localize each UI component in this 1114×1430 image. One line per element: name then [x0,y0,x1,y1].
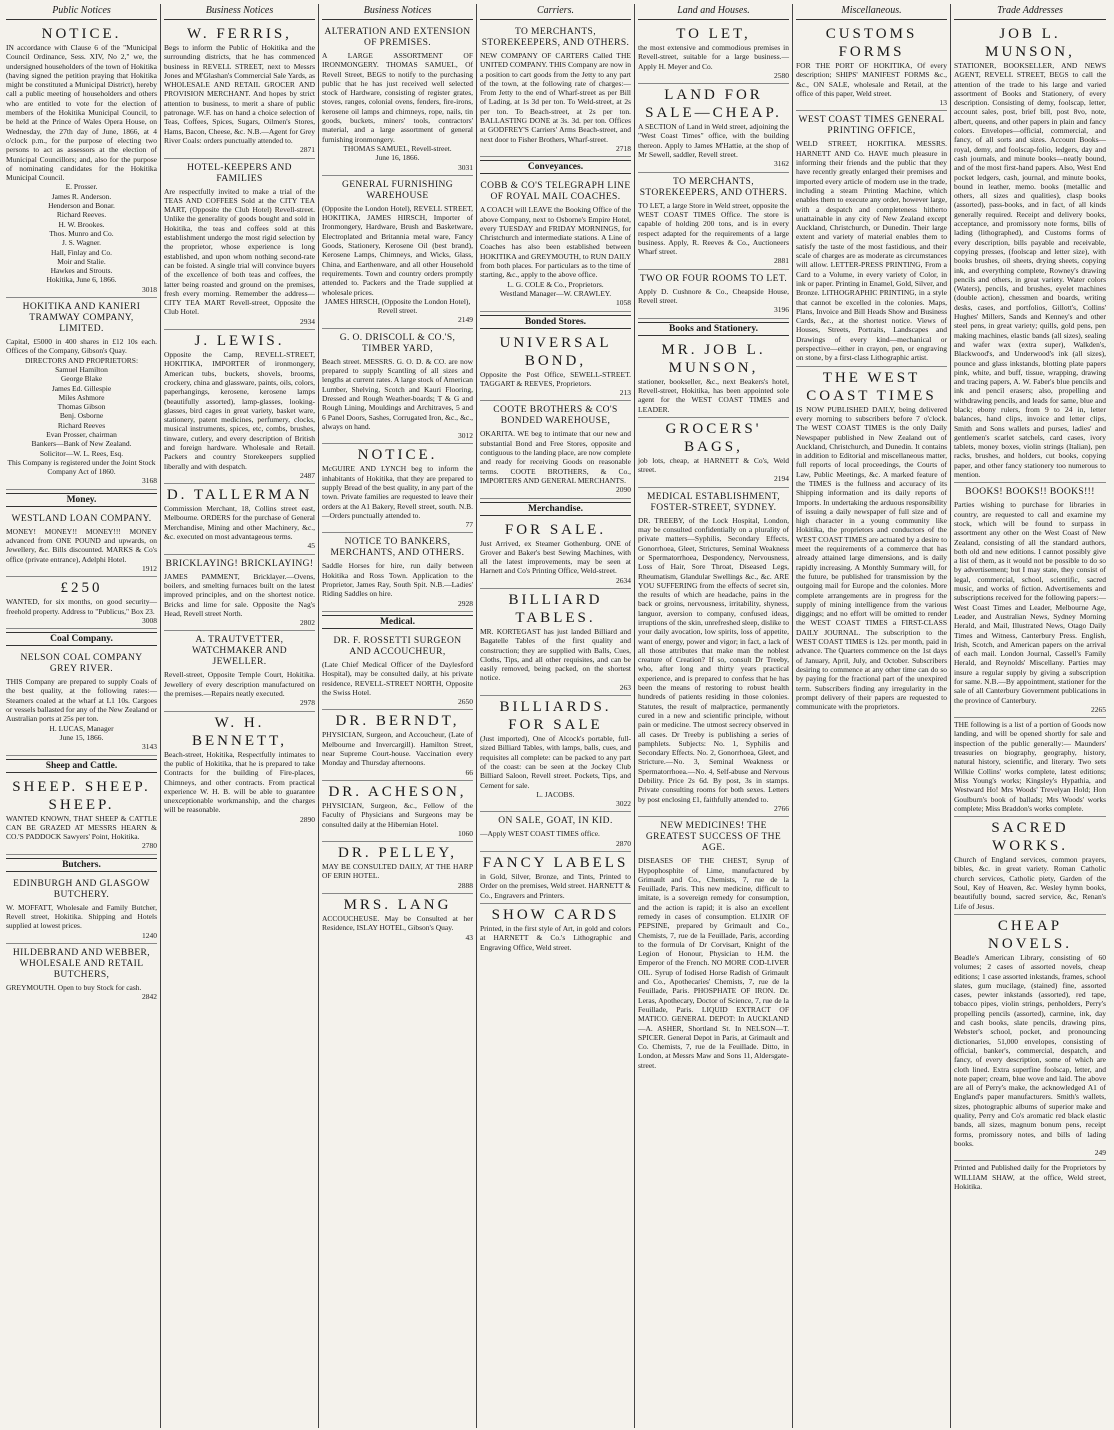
ad-reference-number: 43 [465,932,473,942]
advertisement [480,904,631,955]
ad-reference-number: 13 [939,98,947,108]
advertisement [322,842,473,894]
ad-line: L. JACOBS. [536,789,575,799]
ad-line: June 15, 1866. [59,732,104,742]
ad-reference-number: 263 [619,682,631,692]
column-2 [161,4,319,1428]
advertisement [954,718,1106,817]
ad-reference-number: 2650 [458,697,473,707]
ad-heading: A. TRAUTVETTER, WATCHMAKER AND JEWELLER. [191,635,288,668]
ad-heading: TO MERCHANTS, STOREKEEPERS, AND OTHERS. [481,27,630,48]
ad-body: TO LET, a large Store in Weld street, opposite the WEST COAST TIMES Office. The store is capable of holding 200 tons, and is in every respect adapted for the requirements of a large business. Apply, R. Reeves & Co., Auctioneers Wharf street. [638,200,789,257]
ad-heading: SHEEP. SHEEP. SHEEP. [12,778,151,813]
section-heading: Sheep and Cattle. [6,759,157,773]
ad-reference-number: 2978 [300,698,315,708]
ad-reference-number: 3008 [142,615,157,625]
ad-line: June 16, 1866. [375,153,420,163]
ad-heading: SACRED WORKS. [991,820,1069,855]
ad-reference-number: 213 [619,388,631,398]
advertisement [164,712,315,827]
ad-reference-number: 3022 [616,799,631,809]
ad-heading: ALTERATION AND EXTENSION OF PREMISES. [324,27,471,48]
ad-reference-number: 3168 [142,476,157,486]
ad-reference-number: 1240 [142,930,157,940]
ad-body: WELD STREET, HOKITIKA. MESSRS. HARNETT AND Co. HAVE much pleasure in informing their friends and the public that they have recently greatly enlarged their premises and imported every article of modern use in the trade, including a steam Printing Machine, which enables them to execute any order, however large, with a despatch and completeness hitherto unattainable in any city of New Zealand except Auckland, Christchurch, or Dunedin. Their large extent and variety of material enables them to satisfy the taste of the most fastidious, and their scale of charges are as moderate as circumstances will allow. LETTER-PRESS PRINTING, From a Card to a Volume, in every variety of Color, in ink or paper. Printing in Enamel, Gold, Silver, and Bronze. LITHOGRAPHIC PRINTING, in a style that cannot be excelled in the colonies. Maps, Plans, Invoice and Bill Heads Show and Business Cards, &c., at the shortest notice. Views of Houses, Streets, Portraits, Landscapes and Drawings of every kind—mechanical or perspective—either in crayon, pen, or engraving on stone, by a first-class Lithographic artist. [796,139,947,363]
ad-line: Bankers—Bank of New Zealand. [31,439,132,449]
ad-line: L. G. COLE & Co., Proprietors. [507,279,604,289]
advertisement [164,484,315,554]
ad-heading: G. O. DRISCOLL & CO.'S, TIMBER YARD, [339,332,456,354]
advertisement [954,483,1106,718]
ad-body: Begs to inform the Public of Hokitika and the surrounding districts, that he has commenced business in REVELL STREET, next to Messrs Jones and M'Glashan's Commercial Sale Yards, as WHOLESALE AND RETAIL GROCER AND PROVISION MERCHANT. And hopes by strict attention to business, to merit a share of public patronage. W.F. has on hand a choice selection of Teas, Coffees, Spices, Sugars, Oilmen's Stores, Hams, Bacon, Cheese, &c. N.B.—Agent for Grey River Coals: orders punctually attended to. [164,43,315,145]
ad-line: THOMAS SAMUEL, Revell-street. [343,143,452,153]
ad-heading: BRICKLAYING! BRICKLAYING! [165,558,314,569]
ad-heading: CUSTOMS FORMS [825,26,918,60]
ad-line: Samuel Hamilton [55,364,108,374]
ad-line: H. LUCAS, Manager [49,723,114,733]
advertisement [480,812,631,852]
ad-reference-number: 3196 [774,305,789,315]
ad-reference-number: 2934 [300,316,315,326]
advertisement [164,555,315,632]
ad-body: MAY BE CONSULTED DAILY, AT THE HARP OF ERIN HOTEL. [322,862,473,881]
advertisement [164,330,315,484]
ad-heading: DR. BERNDT, [335,713,460,730]
advertisement [480,589,631,696]
section-heading: Coal Company. [6,632,157,646]
advertisement [322,329,473,445]
ad-body: (Late Chief Medical Officer of the Daylesford Hospital), may be consulted daily, at his private residence, REVELL-STREET NORTH, Opposite the Swiss Hotel. [322,659,473,697]
advertisement [638,23,789,84]
ad-body: Parties wishing to purchase for libraries in country, are requested to call and examine my stock, which will be found to surpass in assortment any other on the West Coast of New Zealand, consisting of all the standard authors, both old and new editions. I cannot possibly give a list of them, as it would not be possible to do so by advertisement; but I may state, they consist of legal, commercial, school, scientific, sacred music, and works of fiction. Advertisements and subscriptions received for the following papers:— West Coast Times and Leader, Melbourne Age, Leader, and Australian News, Sydney Morning Herald, and Mail, Illustrated News, Otago Daily Times and Witness, Canterbury Press. English, Irish, Scotch, and American papers on the arrival of each mail. London Journal, Cassell's Family Herald, and Reynolds' Miscellany. Parties may insure a regular supply by giving a subscription for same. N.B.—By appointment, stationer for the sale of all Canterbury Government publications in the province of Canterbury. [954,500,1106,705]
advertisement [954,915,1106,1162]
ad-body: Just Arrived, ex Steamer Gothenburg. ONE of Grover and Baker's best Sewing Machines, with all the latest improvements, may be seen at Harnett and Co's Printing Office, Weld-street. [480,538,631,576]
ad-heading: NELSON COAL COMPANY GREY RIVER. [20,653,143,675]
ad-heading: NEW MEDICINES! THE GREATEST SUCCESS OF THE AGE. [645,821,782,854]
ad-heading: DR. PELLEY, [338,845,457,862]
ad-heading: D. TALLERMAN [166,487,313,504]
ad-body: OKARITA. WE beg to intimate that our new and substantial Bond and Free Stores, opposite and contiguous to the landing place, are now complete and ready for receiving Goods on reasonable terms. COOTE BROTHERS, & Co., IMPORTERS AND GENERAL MERCHANTS. [480,429,631,485]
ad-body: IS NOW PUBLISHED DAILY, being delivered every morning to subscribers before 7 o'clock. The WEST COAST TIMES is the only Daily Newspaper published in New Zealand out of Auckland, Christchurch, and Dunedin. It contains in addition to Editorial and miscellaneous matter, full reports of local proceedings, the Courts of Law, Public Meetings, &c. A marked feature of the TIMES is the fullness and accuracy of its Shipping information and its daily reports of Imports. In undertaking the arduous responsibility of issuing a daily newspaper of full size and of high character in a young community like Hokitika, the proprietors and conductors of the WEST COAST TIMES are actuated by a desire to meet the requirements of a commerce that has already attained large dimensions, and is daily rapidly increasing. A Monthly Summary will, for the future, be published for transmission by the outgoing mail for Europe and the colonies. More complete arrangements are in progress for the supply of mining intelligence from the various diggings; and no effort will be omitted to render the WEST COAST TIMES a FIRST-CLASS DAILY JOURNAL. The subscription to the WEST COAST TIMES is 12s. per month, paid in advance. The Quarters commence on the 1st days of January, April, July, and October. Subscribers desiring to commence at any other time can do so by paying for the fractional part of the unexpired term. Subscribers finding any irregularity in the prompt delivery of their papers are requested to communicate with the proprietors. [796,404,947,712]
column-header: Miscellaneous. [796,4,947,20]
advertisement [954,817,1106,915]
ad-heading: WEST COAST TIMES GENERAL PRINTING OFFICE, [798,115,945,137]
advertisement [480,23,631,157]
advertisement [322,894,473,945]
ad-body: PHYSICIAN, Surgeon, and Accoucheur, (Late of Melbourne and Invercargill). Hamilton Street, near Supreme Court-house. Vaccination every Monday and Thursday afternoons. [322,730,473,768]
ad-body: FOR THE PORT OF HOKITIKA, Of every description; SHIPS' MANIFEST FORMS &c., &c., ON SALE, wholesale and Retail, at the office of this paper, Weld street. [796,61,947,98]
ad-line: Evan Prosser, chairman [46,429,117,439]
ad-body: Church of England services, common prayers, bibles, &c. in great variety. Roman Catholic church services, Catholic piety, Garden of the Soul, Key of Heaven, &c. Wesley hymn books, beautifully bound, sacred service, &c, Renan's Life of Jesus. [954,855,1106,911]
ad-reference-number: 2265 [1091,704,1106,714]
ad-body: PHYSICIAN, Surgeon, &c., Fellow of the Faculty of Physicians and Surgeons may be consulted daily at the Hibernian Hotel. [322,800,473,829]
ad-heading: BILLIARD TABLES. [508,591,603,626]
ad-line: Solicitor—W. L. Rees, Esq. [39,448,124,458]
advertisement [6,23,157,298]
ad-body: WANTED, for six months, on good security—freehold property. Address to "Publicus," Box 23. [6,597,157,616]
ad-heading: GENERAL FURNISHING WAREHOUSE [341,179,454,201]
column-3 [319,4,477,1428]
ad-heading: FANCY LABELS [482,855,629,872]
ad-body: A LARGE ASSORTMENT OF IRONMONGERY. THOMAS SAMUEL, Of Revell Street, BEGS to notify to the purchasing public that he has just received well selected stock of Hardware, consisting of register grates, stoves, ranges, colonial ovens, fenders, fire-irons, kerosene oil lamps and chimneys, rope, nails, tin goods, buckets, miners' tools, contractors' material, and a large assortment of general furnishing ironmongery. [322,51,473,144]
ad-heading: J. LEWIS. [194,333,285,350]
ad-line: James R. Anderson. [51,191,112,201]
ad-body: THE following is a list of a portion of Goods now landing, and will be opened shortly for sale and inspection of the public generally:— Maunders' treasuries on biography, geography, history, natural history, scientific, and literary. Two sets Wilkie Collins' works complete, latest editions; Miss Young's works; Kingsley's Hypathia, and Westward Ho! Mrs Woods' Trevelyan Hold; Hon Goulburn's book of ballads; Mrs Woods' works complete; Miss Braddon's works complete. [954,720,1106,813]
ad-body: MR. KORTEGAST has just landed Billiard and Bagatelle Tables of the first quality and construction; they are supplied with Balls, Cues, Cloths, Tips, and all other requisites, and can be easily removed, being packed, on the shortest notice. [480,626,631,683]
ad-reference-number: 2487 [300,470,315,480]
ad-heading: MEDICAL ESTABLISHMENT, FOSTER-STREET, SYDNEY. [646,491,781,513]
section-heading: Books and Stationery. [638,322,789,336]
ad-body: Are respectfully invited to make a trial of the TEAS AND COFFEES Sold at the CITY TEA MART, (Opposite the Club Hotel) Revell-street. Unlike the generality of goods bought and sold in Hokitika, the teas and coffees sold at this establishment undergo the most rigid selection by the proprietor, whose experience is long established, and upon whom nothing second-rate can be foisted. A single trial will convince buyers of the excellence of both teas and coffees, the latter being roasted and ground on the premises, fresh every morning. Remember the address— CITY TEA MART Revell-street, Opposite the Club Hotel. [164,186,315,317]
ad-heading: HOTEL-KEEPERS AND FAMILIES [187,162,292,184]
ad-body: Printed, in the first style of Art, in gold and colors at HARNETT & Co.'s Lithographic and Engraving Office, Weld street. [480,923,631,952]
ad-heading: W. H. BENNETT, [192,714,287,749]
ad-body: McGUIRE AND LYNCH beg to inform the inhabitants of Hokitika, that they are prepared to supply Bread of the best quality, in any part of the town. Private families are requested to leave their orders at the A1 Bakery, Revell street, south. N.B.—Orders punctually attended to. [322,464,473,520]
column-1 [3,4,161,1428]
ad-heading: UNIVERSAL BOND, [499,334,612,369]
columns [3,4,1111,1428]
ad-body: (Opposite the London Hotel), REVELL STREET, HOKITIKA, JAMES HIRSCH, Importer of Ironmongery, Hardware, Brush and Basketware, Electroplated and Britannia metal ware, Fancy Goods, Stationery, Kerosene Oil (best brand), Kerosene Lamps, Chimneys, and Wicks, Glass, China, and Earthenware, and all other Household requirements. Town and country orders promptly attended to. Packers and the Trade supplied at wholesale prices. [322,203,473,297]
ad-body: WANTED KNOWN, THAT SHEEP & CATTLE CAN BE GRAZED AT MESSRS HEARN & CO.'S PADDOCK Sawyers' Point, Hokitika. [6,813,157,842]
ad-body: Beach-street, Hokitika, Respectfully intimates to the public of Hokitika, that he is prepared to take Contracts for the building of Fire-places, Chimneys, and other contracts. From practical experience W. H. B. will be able to guarantee unexceptionable workmanship, and the charges will be reasonable. [164,749,315,815]
ad-line: Thomas Gibson [57,402,106,412]
advertisement [638,339,789,418]
ad-reference-number: 3162 [774,159,789,169]
advertisement [480,519,631,589]
ad-body: Saddle Horses for hire, run daily between Hokitika and Ross Town. Application to the Proprietor, James Ray, South Spit. N.B.—Ladies' Riding Saddles on hire. [322,561,473,599]
ad-heading: BOOKS! BOOKS!! BOOKS!!! [965,487,1095,498]
advertisement [638,173,789,270]
ad-line: Hawkes and Strouts. [50,266,113,276]
ad-reference-number: 2871 [300,145,315,155]
section-heading: Money. [6,493,157,507]
ad-body: —Apply WEST COAST TIMES office. [480,829,600,839]
advertisement [480,852,631,904]
ad-body: Printed and Published daily for the Proprietors by WILLIAM SHAW, at the office, Weld street, Hokitika. [954,1163,1106,1192]
ad-body: NEW COMPANY OF CARTERS Called THE UNITED COMPANY. THIS Company are now in a position to cart goods from the Jetty to any part of the town, at the following rate of charges:— From Jetty to the end of Wharf-street as per Bill of Lading, at 1s 3d per ton. To Weld-street, at 2s per ton. To Beach-street, at 2s per ton. BALLASTING DONE at 3s. 3d. per ton. Offices at GODFREY'S Carriers' Arms Beach-street, and next door to Fisher Brothers, Wharf-street. [480,51,631,144]
ad-reference-number: 2802 [300,618,315,628]
column-header: Land and Houses. [638,4,789,20]
ad-heading: TWO OR FOUR ROOMS TO LET. [639,273,788,284]
advertisement [796,111,947,366]
ad-reference-number: 2928 [458,598,473,608]
ad-reference-number: 2580 [774,70,789,80]
ad-body: MONEY! MONEY!! MONEY!!! MONEY advanced from ONE POUND and upwards, on Jewellery, &c. Bills discounted. MARKS & Co's office (private entrance), Adelphi Hotel. [6,526,157,564]
column-5 [635,4,793,1428]
ad-reference-number: 1912 [142,563,157,573]
ad-heading: NOTICE TO BANKERS, MERCHANTS, AND OTHERS. [330,537,465,559]
ad-reference-number: 3018 [142,284,157,294]
column-6 [793,4,951,1428]
ad-heading: FOR SALE. [504,521,607,538]
ad-reference-number: 2870 [616,838,631,848]
ad-body: job lots, cheap, at HARNETT & Co's, Weld street. [638,455,789,475]
ad-body: (Just imported), One of Alcock's portable, full-sized Billiard Tables, with lamps, balls, cues, and requisites all complete: can be packed to any part of the coast: can be seen at the Jockey Club Billiard Saloon, Revell street. Pockets, Tips, and Cement for sale. [480,734,631,790]
ad-body: the most extensive and commodious premises in Revell-street, suitable for a large business.—Apply H. Meyer and Co. [638,43,789,71]
ad-line: Hall, Finlay and Co. [50,247,113,257]
ad-line: Hokitika, June 6, 1866. [46,275,117,285]
advertisement [6,298,157,490]
ad-heading: GROCERS' BAGS, [665,420,762,455]
ad-heading: WESTLAND LOAN COMPANY. [11,513,152,524]
ad-heading: COOTE BROTHERS & CO'S BONDED WAREHOUSE, [493,405,618,427]
advertisement [954,1161,1106,1194]
ad-heading: TO LET, [676,26,751,42]
ad-body: DR. TREEBY, of the Lock Hospital, London, may be consulted confidentially on a plurality of private matters—Syphilis, Secondary Effects, Gonorrhoea, Gleet, Strictures, Seminal Weakness or Spermatorrhoea, Despondency, Nervousness, Loss of Hair, Sore Throat, Diseased Legs, Rheumatism, Glandular Swellings &c., &c. ARE YOU SUFFERING from the effects of secret sin, the results of which are headache, pains in the back or groins, nervousness, irritability, shyness, languor, aversion to company, confused ideas, irruptions of the skin, unrefreshed sleep, dislike to your daily avocation, low spirits, loss of appetite, want of energy, power and vigor; in fact, a lack of all those attributes that make man the noblest creature of Creation? If so, consult Dr Treeby, who, after long and thirty years practical experience, and is prepared to confess that he has been the means of restoring to robust health hundreds of patients residing in those colonies. Statutes, the result of malpractice, permanently cured in a new and scientific principle, without pain or medicine. The utmost secrecy observed in all cases. Dr Treeby is publishing a series of pamphlets. Subjects: No. 1, Syphilis and Secondary Effects. No. 2, Gonorrhoea, Gleet, and Stricture.—No. 3, Seminal Weakness or Spermatorrhoea.—No. 4, Self-abuse and Nervous Debility. Price 2s 6d. By post, 3s in stamps. Private consulting rooms for both sexes. Letters by post enclosing £1, faithfully attended to. [638,515,789,804]
ad-heading: DR. F. ROSSETTI SURGEON AND ACCOUCHEUR, [333,635,462,657]
advertisement [322,23,473,176]
ad-reference-number: 2842 [142,992,157,1002]
ad-body: in Gold, Silver, Bronze, and Tints, Printed to Order on the premises, Weld street. HARNETT & Co., Engravers and Printers. [480,872,631,900]
ad-heading: HILDEBRAND AND WEBBER, WHOLESALE AND RETAIL BUTCHERS, [12,947,151,980]
ad-line: Richard Reeves [57,420,106,430]
ad-heading: MRS. LANG [343,897,452,913]
ad-reference-number: 3143 [142,742,157,752]
ad-reference-number: 2194 [774,474,789,484]
advertisement [6,577,157,629]
advertisement [638,418,789,488]
column-header: Business Notices [164,4,315,20]
ad-reference-number: 2766 [774,803,789,813]
ad-heading: MR. JOB L. MUNSON, [661,341,766,376]
column-header: Business Notices [322,4,473,20]
ad-line: Miles Ashmore [58,392,105,402]
section-heading: Merchandise. [480,502,631,516]
advertisement [480,401,631,498]
ad-reference-number: 2888 [458,880,473,890]
ad-reference-number: 2718 [616,143,631,153]
ad-reference-number: 2634 [616,575,631,585]
advertisement [796,367,947,715]
ad-line: Westland Manager—W. CRAWLEY. [499,288,612,298]
ad-reference-number: 2090 [616,485,631,495]
advertisement [6,649,157,755]
ad-line: James Ed. Gillespie [51,383,112,393]
ad-reference-number: 249 [1094,1148,1106,1158]
ad-body: JAMES PAMMENT, Bricklayer.—Ovens, boilers, and smelting furnaces built on the latest improved principles, and on the shortest notice. Bricks and lime for sale. Opposite the Nag's Head, Revell street North. [164,571,315,618]
ad-line: Henderson and Bonar. [48,201,115,211]
ad-reference-number: 2780 [142,841,157,851]
ad-body: Opposite the Post Office, SEWELL-STREET. TAGGART & REEVES, Proprietors. [480,369,631,388]
ad-line: George Blake [60,374,103,384]
column-7 [951,4,1109,1428]
ad-reference-number: 3012 [458,431,473,441]
advertisement [6,776,157,855]
ad-heading: CHEAP NOVELS. [988,917,1072,952]
advertisement [164,23,315,159]
column-4 [477,4,635,1428]
ad-body: STATIONER, BOOKSELLER, AND NEWS AGENT, REVELL STREET, BEGS to call the attention of the trade to his large and varied assortment of Books and Stationery, of every description. Consisting of demy, foolscap, letter, account sales, post, brief bill, post 8vo, note, albert, queens, and other papers in plain and fancy colors. Envelopes—official, commercial, and fancy, of all sorts and sizes. Account Books—royal, demy, and foolscap-folio, ledgers, day and cash journals, and minute books—neatly bound, and of the most first-hand papers. Also, West End pocket ledgers, cash, journal, and minute books, bound in leather, memo. books (metallic and others, all sizes and qualities), clasp books (assorted), pass-books, and in fact, of all kinds generally required. Receipt and delivery books, acceptance, and promissory note forms, bills of lading (lithographed), and Customs forms of every description, bills payable and receivable, copying presses, (foolscap and letter size), with books brushes, oil sheets, drying sheets, copying ink, and everything complete, Rowney's drawing pencils and others, in great variety. Water colors (Waters), pencils, and brushes, eyelet machines (double action), chessmen and boards, writing desks, cases, and portfolios, Gillott's, Collins' Hughes' Millers, Sands and Kenney's and other steel pens, in great variety; quills, gold pens, pen making machines, elastic bands (all sizes), sealing and wafer wax (extra super), Walkden's, Blackwood's, and Underwood's ink (all sizes), pounce and glass inkstands, blotting plate papers pink, white, and buff, tissue, wrapping, drawing and tracing papers, A. W. Faber's blue pencils and ink and pencil erasers; also, propelling and withdrawing pencils, and leads for same, blue and black; ebony rulers, from 9 to 24 in, letter balances, hand clips, invoice and letter clips, Smith and Sons wallets and purses, ladies' and gentlemen's scarlet satchels, card cases, ivory tablets, money boxes, violin strings (Italian), pen racks, brushes, and holders, cut books, copying paper, and other fancy stationery too numerous to mention. [954,61,1106,480]
advertisement [796,23,947,111]
ad-body: Beadle's American Library, consisting of 60 volumes; 2 cases of assorted novels, cheap editions; 1 case assorted inkstands, frames, school slates, gum mucilage, (stained) fine, assorted cases, pewter inkstands (assorted), red tape, tobacco pipes, violin strings, penholders, Perry's propelling pencils (assorted), carmine, ink, day and cash books, slate pencils, drawing pins, Webster's school, pocket, and pronouncing dictionaries, 51,000 envelopes, consisting of official, banker's, commercial, despatch, and fancy, of every description, some of which are cloth lined. Extra superfine foolscap, letter, and note paper; cream, blue wove and laid. The above are all of Perry's make, the acknowledged A1 of England's paper manufacturers. Smith's wallets, sizes, photographic albums of superior make and quality, Perry and Co's aromatic red black elastic bands, all sizes, magnum bonum pens, receipt forms, promissory notes, and bills of lading books. [954,952,1106,1148]
ad-reference-number: 1060 [458,828,473,838]
ad-heading: HOKITIKA AND KANIERI TRAMWAY COMPANY, LIMITED. [22,302,141,335]
ad-body: W. MOFFATT, Wholesale and Family Butcher, Revell street, Hokitika. Shipping and Hotels supplied at lowest prices. [6,902,157,931]
advertisement [322,710,473,780]
ad-heading: W. FERRIS, [187,26,292,42]
advertisement [322,632,473,710]
advertisement [322,781,473,842]
ad-heading: LAND FOR SALE—CHEAP. [645,87,782,122]
ad-reference-number: 45 [307,541,315,551]
ad-body: GREYMOUTH. Open to buy Stock for cash. [6,982,142,992]
ad-line: DIRECTORS AND PROPRIETORS: [24,355,139,365]
ad-body: A SECTION of Land in Weld street, adjoining the "West Coast Times" office, with the building thereon. Apply to James M'Hattie, at the shop of Mr Sewell, saddler, Revell street. [638,122,789,160]
ad-line: Moir and Stalie. [57,256,106,266]
section-heading: Medical. [322,615,473,629]
ad-body: Beach street. MESSRS. G. O. D. & CO. are now prepared to supply Scantling of all sizes and lengths at current rates. A large stock of American Lumber, Shelving, Scotch and Kauri Flooring, Dressed and Rough Weather-boards; T & G and Rough Lining, Mouldings and Architraves, 5 and 6 Panel Doors, Sashes, Corrugated Iron, &c., &c., always on hand. [322,356,473,431]
ad-heading: BILLIARDS. FOR SALE [499,699,612,734]
ad-line: Thos. Munro and Co. [49,228,114,238]
ad-body: Opposite the Camp, REVELL-STREET, HOKITIKA, IMPORTER of ironmongery, American tubs, buckets, shovels, brooms, crockery, china and glassware, paints, oils, colors, paperhangings, kerosene, kerosene lamps (beautifully assorted), lamp-glasses, looking-glasses, bird cages in great variety, basket ware, stationery, patent medicines, perfumery, clocks, musical instruments, spices, etc, combs, brushes, tinware, cutlery, and every description of British and foreign hardware. Wholesale and Retail. Packers and country Storekeepers supplied liberally and with despatch. [164,350,315,471]
ad-body: Capital, £5000 in 400 shares in £12 10s each. Offices of the Company, Gibson's Quay. [6,337,157,356]
ad-heading: SHOW CARDS [491,906,620,923]
advertisement [322,533,473,611]
ad-reference-number: 2881 [774,256,789,266]
ad-heading: EDINBURGH AND GLASGOW BUTCHERY. [13,878,150,900]
ad-body: THIS Company are prepared to supply Coals of the best quality, at the following rates:— Steamers coaled at the wharf at L1 10s. Cargoes or vessels ballasted for any of the New Zealand or Australian ports at 25s per ton. [6,677,157,724]
ad-body: IN accordance with Clause 6 of the "Municipal Council Ordinance, Sess. XIV, No 2," we, the undersigned householders of the town of Hokitika (having signed the petition praying that Hokitika might be constituted a Municipal District), hereby call a public meeting of householders and others who are entitled to vote for the election of members of the Hokitika Municipal Council, to be held at the Prince of Wales Opera House, on Wednesday, the 27th day of June, 1866, at 4 o'clock p.m., for the purpose of electing two persons to act as assessors at the election of Municipal Councillors; and, also for the purpose of nominating candidates for the Hokitika Municipal Council. [6,43,157,183]
ad-reference-number: 2149 [458,315,473,325]
ad-line: This Company is registered under the Joint Stock Company Act of 1860. [7,457,156,477]
ad-reference-number: 3031 [458,162,473,172]
ad-body: A COACH will LEAVE the Booking Office of the above Company, next to Osborne's Empire Hotel, every TUESDAY and FRIDAY MORNINGS, for Christchurch and intermediate stations. A Line of Coaches has also been established between HOKITIKA and GREYMOUTH, to RUN DAILY from both places. For particulars as to the time of starting, &c., apply to the above office. [480,205,631,280]
ad-body: stationer, bookseller, &c., next Beakers's hotel, Revell-street, Hokitika, has been appointed sole agent for the WEST COAST TIMES and LEADER. [638,376,789,414]
ad-heading: £250 [60,580,103,597]
advertisement [638,488,789,818]
ad-line: Richard Reeves. [56,210,107,220]
ad-body: ACCOUCHEUSE. May be Consulted at her Residence, ISLAY HOTEL, Gibson's Quay. [322,914,473,933]
ad-reference-number: 66 [465,767,473,777]
ad-heading: COBB & CO'S TELEGRAPH LINE OF ROYAL MAIL COACHES. [480,181,631,203]
advertisement [322,176,473,329]
column-header: Public Notices [6,4,157,20]
ad-reference-number: 2890 [300,814,315,824]
advertisement [480,696,631,812]
advertisement [638,270,789,319]
advertisement [6,875,157,944]
ad-body: Commission Merchant, 18, Collins street east, Melbourne. ORDERS for the purchase of General Merchandise, Mining and other Machinery, &c., &c. executed on most advantageous terms. [164,504,315,542]
advertisement [322,444,473,533]
ad-line: Benj. Osborne [59,411,104,421]
ad-body: Revell-street, Opposite Temple Court, Hokitika. Jewellery of every description manufactured on the premises.—Repairs neatly executed. [164,670,315,699]
advertisement [6,944,157,1005]
ad-heading: TO MERCHANTS, STOREKEEPERS, AND OTHERS. [639,176,788,198]
advertisement [638,817,789,1073]
ad-heading: DR. ACHESON, [328,783,467,800]
ad-body: DISEASES OF THE CHEST, Syrup of Hypophosphite of Lime, manufactured by Grimault and Co., Chemists, 7, rue de la Feuillade, Paris. This new medicine, difficult to imitate, is a sovereign remedy for consumption, and the action is rapid; it is also an excellent remedy in cases of consumption. ELIXIR OF PEPSINE, prepared by Grimault and Co., Chemists, 7, rue de la Feuillade, Paris, according to the formula of Dr Corvisart, Knight of the Legion of Honour, Physician to H.M. the Emperor of the French. NO MORE COD-LIVER OIL. Syrup of Iodised Horse Radish of Grimault and Co., Apothecaries' Chemists, 7, rue de la Feuillade, Paris. PHOSPHATE OF IRON. Dr. Leras, Apothecary, Doctor of Science, 7, rue de la Feuillade, Paris. LIQUID EXTRACT OF MATICO. GENERAL DEPOT: In AUCKLAND—A. ASHER, Shortland St. In NELSON—T. SPICER. General Depot in Paris, at Grimault and Co. Chemists, 7, rue de la Feuillade. Ditto, in London, at Messrs Maw and Sons 11, Aldersgate-street. [638,856,789,1070]
advertisement [6,510,157,577]
ad-heading: NOTICE. [41,26,122,42]
ad-reference-number: 77 [465,520,473,530]
ad-heading: THE WEST COAST TIMES [806,369,937,404]
ad-body: Apply D. Cushnore & Co., Cheapside House, Revell street. [638,286,789,306]
ad-line: J. S. Wagner. [61,238,102,248]
section-heading: Butchers. [6,858,157,872]
ad-heading: NOTICE. [357,447,438,464]
ad-line: E. Prosser. [65,182,98,192]
column-header: Carriers. [480,4,631,20]
ad-heading: JOB L. MUNSON, [985,26,1075,60]
ad-heading: ON SALE, GOAT, IN KID. [498,816,613,827]
ad-reference-number: 1058 [616,298,631,308]
advertisement [480,332,631,402]
ad-line: H. W. Brookes. [58,219,105,229]
column-header: Trade Addresses [954,4,1106,20]
ad-line: JAMES HIRSCH, (Opposite the London Hotel), Revell street. [324,296,471,316]
section-heading: Conveyances. [480,160,631,174]
advertisement [164,631,315,711]
advertisement [954,23,1106,483]
advertisement [638,84,789,172]
section-heading: Bonded Stores. [480,315,631,329]
advertisement [480,177,631,311]
advertisement [164,159,315,330]
